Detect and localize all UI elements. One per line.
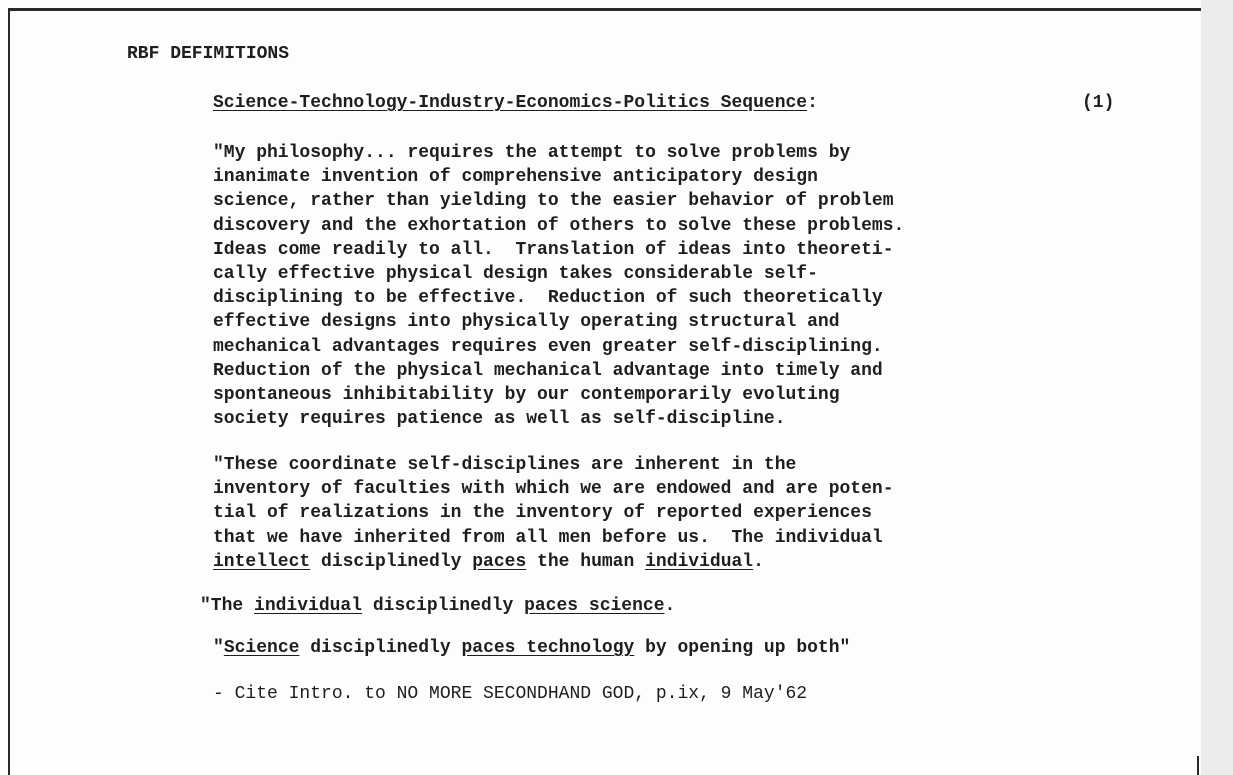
underlined-paces-science: paces science <box>524 596 665 616</box>
page-number: (1) <box>1082 93 1115 113</box>
paragraph-line: effective designs into physically operating structural and <box>213 312 840 333</box>
paragraph-line: "My philosophy... requires the attempt to solve problems by <box>213 143 851 163</box>
sequence-title-colon: : <box>807 93 818 113</box>
bottom-edge <box>0 756 1233 775</box>
quote-line-individual: "The individual disciplinedly paces science. <box>200 596 676 616</box>
paragraph-line: science, rather than yielding to the easier behavior of problem <box>213 191 894 212</box>
paragraph-line: discovery and the exhortation of others to solve these problems. <box>213 215 905 236</box>
paragraph-line: tial of realizations in the inventory of reported experiences <box>213 503 872 524</box>
paragraph-line: that we have inherited from all men before us. The individual <box>213 527 883 548</box>
border-tick-right <box>1197 756 1199 775</box>
paragraph-line: inventory of faculties with which we are endowed and are poten- <box>213 479 894 500</box>
underlined-individual: individual <box>254 596 363 616</box>
paragraph-line: spontaneous inhibitability by our contemporarily evoluting <box>213 385 840 406</box>
paragraph-line: society requires patience as well as self-discipline. <box>213 409 786 430</box>
paragraph-line: Ideas come readily to all. Translation of ideas into theoreti- <box>213 239 894 260</box>
sequence-title <box>213 93 818 113</box>
citation: - Cite Intro. to NO MORE SECONDHAND GOD, p.ix, 9 May'62 <box>213 684 808 704</box>
document-heading: RBF DEFIMITIONS <box>127 44 290 64</box>
border-tick-left <box>8 756 10 775</box>
paragraph-line: inanimate invention of comprehensive anticipatory design <box>213 167 818 188</box>
quote-paragraph-1 <box>213 141 904 431</box>
top-edge <box>10 0 1199 8</box>
quote-line-science: "Science disciplinedly paces technology by opening up both" <box>213 638 851 658</box>
underlined-individual: individual <box>645 551 754 572</box>
paragraph-line: disciplining to be effective. Reduction of such theoretically <box>213 288 883 309</box>
underlined-science: Science <box>223 638 300 658</box>
paragraph-line: intellect disciplinedly paces the human individual. <box>213 551 764 572</box>
sequence-title-text: Science-Technology-Industry-Economics-Politics Sequence <box>213 93 808 113</box>
underlined-intellect: intellect <box>213 551 311 572</box>
paragraph-line: Reduction of the physical mechanical advantage into timely and <box>213 360 883 381</box>
paragraph-line: cally effective physical design takes considerable self- <box>213 264 818 285</box>
underlined-paces: paces <box>472 551 527 572</box>
quote-paragraph-2 <box>213 453 894 574</box>
right-gutter <box>1201 0 1233 775</box>
paragraph-line: "These coordinate self-disciplines are inherent in the <box>213 455 797 475</box>
underlined-paces-technology: paces technology <box>461 638 635 658</box>
paragraph-line: mechanical advantages requires even greater self-disciplining. <box>213 336 883 357</box>
